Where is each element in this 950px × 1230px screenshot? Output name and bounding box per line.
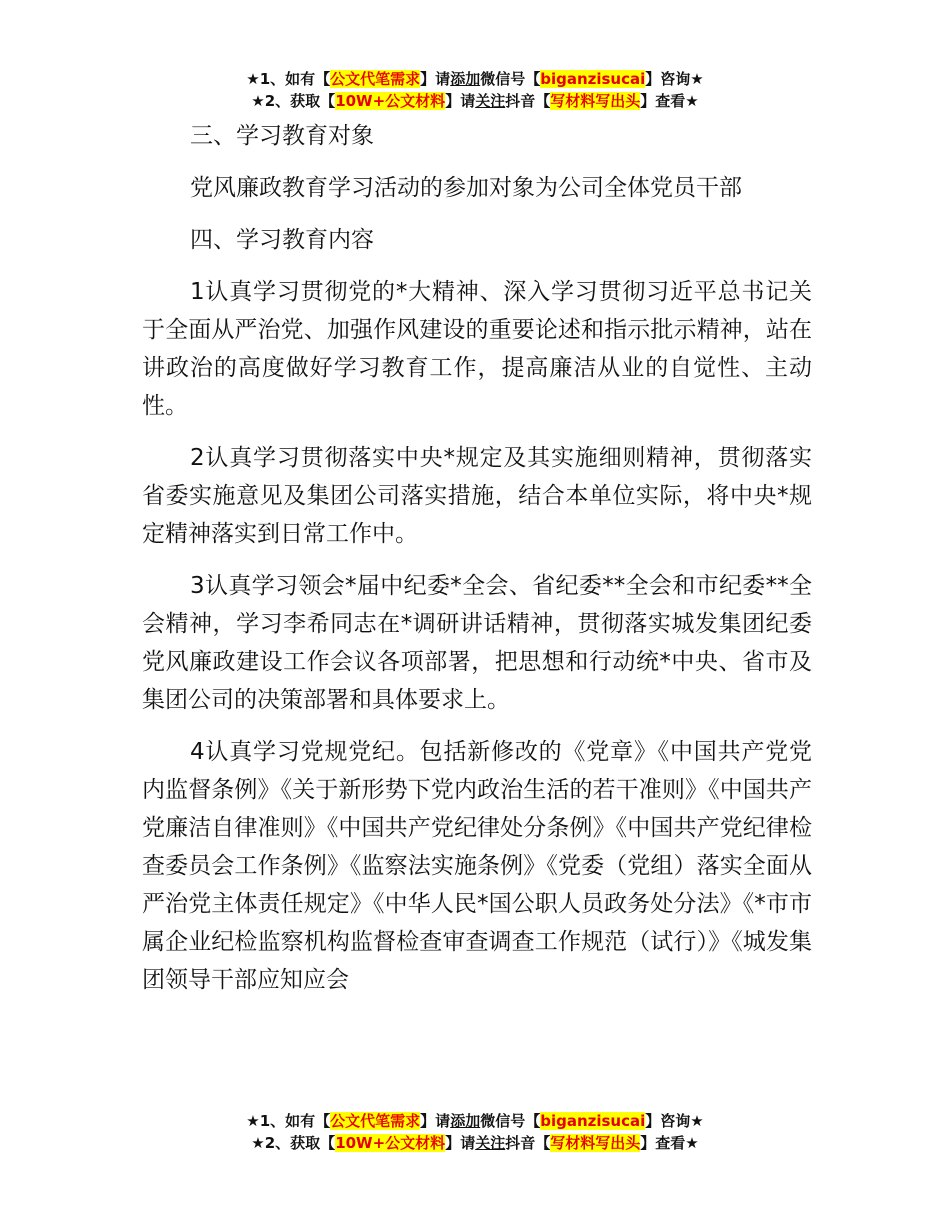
section-heading-4: 四、学习教育内容 (190, 227, 374, 253)
banner-text: 】请 (445, 1134, 476, 1152)
banner-emphasis: 关注 (475, 1134, 506, 1152)
content-item-2: 2认真学习贯彻落实中央*规定及其实施细则精神，贯彻落实省委实施意见及集团公司落实措施，结合本单位实际，将中央*规定精神落实到日常工作中。 (142, 445, 812, 547)
footer-banner (0, 1110, 950, 1154)
banner-emphasis: 关注 (475, 92, 506, 110)
banner-line-2 (0, 90, 950, 112)
banner-highlight: 10W+公文材料 (335, 1134, 446, 1152)
banner-highlight: biganzisucai (540, 1112, 646, 1130)
banner-line-2 (0, 1132, 950, 1154)
banner-text: 抖音【 (505, 1134, 551, 1152)
banner-text: 微信号【 (480, 70, 541, 88)
banner-text: 】请 (420, 1112, 451, 1130)
banner-text: ★2、获取【 (251, 92, 336, 110)
banner-line-1 (0, 68, 950, 90)
banner-text: ★2、获取【 (251, 1134, 336, 1152)
banner-text: 】咨询★ (645, 70, 704, 88)
content-item-3: 3认真学习领会*届中纪委*全会、省纪委**全会和市纪委**全会精神，学习李希同志在*调研讲话精神，贯彻落实城发集团纪委党风廉政建设工作会议各项部署，把思想和行动统*中央、省市及集团公司的决策部署和具体要求上。 (142, 573, 812, 713)
banner-text: 】查看★ (640, 92, 699, 110)
banner-emphasis: 添加 (450, 70, 481, 88)
section-heading-3: 三、学习教育对象 (190, 123, 374, 149)
header-banner (0, 68, 950, 112)
banner-text: ★1、如有【 (246, 70, 331, 88)
banner-line-1 (0, 1110, 950, 1132)
banner-highlight: 公文代笔需求 (330, 1112, 421, 1130)
content-item-4: 4认真学习党规党纪。包括新修改的《党章》《中国共产党党内监督条例》《关于新形势下党内政治生活的若干准则》《中国共产党廉洁自律准则》《中国共产党纪律处分条例》《中国共产党纪律检查委员会工作条例》《监察法实施条例》《党委（党组）落实全面从严治党主体责任规定》《中华人民*国公职人员政务处分法》《*市市属企业纪检监察机构监督检查审查调查工作规范（试行）》《城发集团领导干部应知应会 (142, 739, 812, 993)
banner-highlight: 写材料写出头 (550, 1134, 641, 1152)
banner-emphasis: 添加 (450, 1112, 481, 1130)
banner-highlight: biganzisucai (540, 70, 646, 88)
banner-text: 】查看★ (640, 1134, 699, 1152)
banner-text: ★1、如有【 (246, 1112, 331, 1130)
banner-text: 】咨询★ (645, 1112, 704, 1130)
banner-text: 】请 (420, 70, 451, 88)
banner-text: 】请 (445, 92, 476, 110)
banner-text: 微信号【 (480, 1112, 541, 1130)
banner-highlight: 写材料写出头 (550, 92, 641, 110)
content-item-1: 1认真学习贯彻党的*大精神、深入学习贯彻习近平总书记关于全面从严治党、加强作风建设的重要论述和指示批示精神，站在讲政治的高度做好学习教育工作，提高廉洁从业的自觉性、主动性。 (142, 279, 812, 419)
target-paragraph: 党风廉政教育学习活动的参加对象为公司全体党员干部 (190, 175, 742, 201)
banner-highlight: 10W+公文材料 (335, 92, 446, 110)
banner-text: 抖音【 (505, 92, 551, 110)
banner-highlight: 公文代笔需求 (330, 70, 421, 88)
document-body (142, 117, 812, 1013)
